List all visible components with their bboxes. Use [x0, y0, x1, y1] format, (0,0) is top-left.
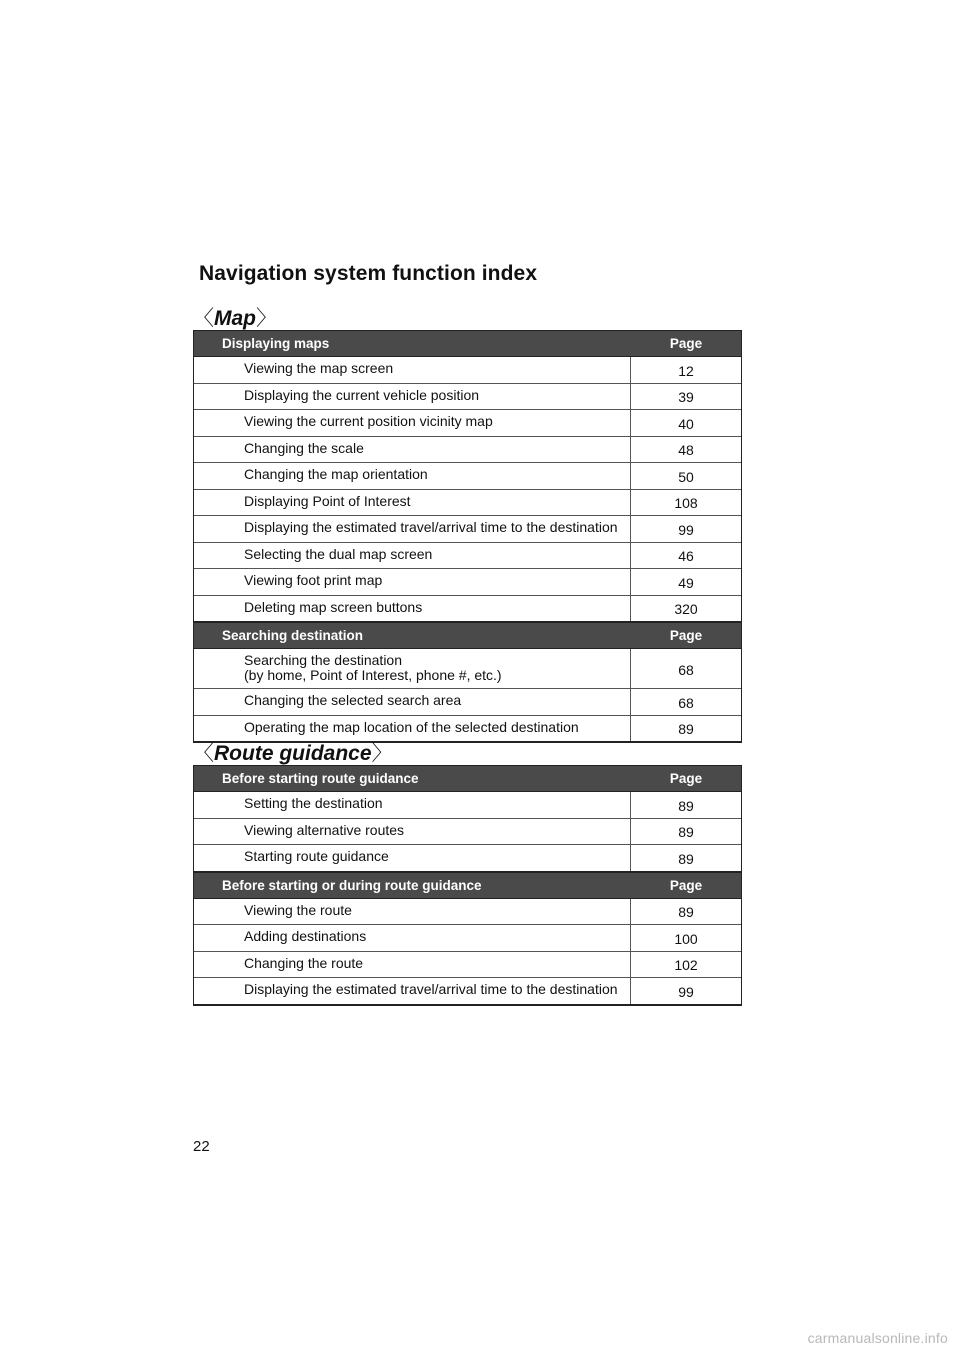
row-label: Displaying the estimated travel/arrival time to the destination — [244, 981, 618, 997]
row-page: 49 — [630, 569, 741, 595]
row-label: Searching the destination (by home, Point of Interest, phone #, etc.) — [244, 652, 502, 683]
section-title-text: Map — [214, 307, 256, 330]
row-label: Adding destinations — [244, 928, 367, 944]
row-page: 89 — [630, 845, 741, 871]
page-column-header: Page — [669, 336, 703, 351]
table-header-displaying-maps — [194, 331, 741, 356]
page-column-header: Page — [669, 628, 703, 643]
row-label: Deleting map screen buttons — [244, 598, 423, 615]
row-label: Viewing foot print map — [244, 572, 383, 588]
row-page: 102 — [630, 952, 741, 978]
row-page: 89 — [630, 899, 741, 925]
table-row — [194, 436, 741, 463]
row-page: 100 — [630, 925, 741, 951]
row-label: Displaying Point of Interest — [244, 492, 411, 509]
section-title-text: Route guidance — [214, 742, 372, 765]
row-page: 46 — [630, 543, 741, 569]
watermark: carmanualsonline.info — [807, 1330, 948, 1346]
section-title-route-guidance: 〈Route guidance〉 — [193, 742, 393, 765]
table-row — [194, 977, 741, 1004]
row-page: 99 — [630, 978, 741, 1004]
row-label: Displaying the current vehicle position — [244, 386, 480, 403]
row-label: Viewing the current position vicinity map — [244, 413, 493, 429]
row-label: Viewing the route — [244, 901, 352, 918]
row-page: 89 — [630, 819, 741, 845]
section-title-map: 〈Map〉 — [193, 307, 277, 330]
row-label: Viewing the map screen — [244, 360, 394, 376]
group-header-label: Displaying maps — [222, 336, 330, 351]
route-guidance-index-table — [193, 765, 742, 1006]
row-label: Changing the route — [244, 954, 364, 971]
page-title: Navigation system function index — [199, 262, 538, 285]
row-label: Setting the destination — [244, 795, 383, 811]
table-row — [194, 898, 741, 925]
row-page: 89 — [630, 792, 741, 818]
table-row — [194, 515, 741, 542]
row-page: 89 — [630, 716, 741, 742]
row-label: Viewing alternative routes — [244, 821, 405, 838]
row-label: Selecting the dual map screen — [244, 545, 433, 562]
table-row — [194, 489, 741, 516]
row-page: 320 — [630, 596, 741, 622]
group-header-label: Before starting route guidance — [222, 771, 419, 786]
table-row — [194, 818, 741, 845]
table-row — [194, 951, 741, 978]
page-number: 22 — [193, 1138, 210, 1155]
group-header-label: Searching destination — [222, 628, 364, 643]
table-row — [194, 383, 741, 410]
row-page: 108 — [630, 490, 741, 516]
row-page: 68 — [630, 689, 741, 715]
row-page: 48 — [630, 437, 741, 463]
table-row — [194, 791, 741, 818]
group-header-label: Before starting or during route guidance — [222, 877, 482, 893]
row-label: Changing the scale — [244, 439, 364, 456]
row-page: 99 — [630, 516, 741, 542]
row-label: Displaying the estimated travel/arrival time to the destination — [244, 519, 618, 535]
table-row — [194, 542, 741, 569]
row-page: 50 — [630, 463, 741, 489]
table-row — [194, 356, 741, 383]
table-row — [194, 462, 741, 489]
table-row — [194, 409, 741, 436]
row-label: Changing the selected search area — [244, 692, 462, 708]
table-row — [194, 688, 741, 715]
table-header-searching-destination — [194, 621, 741, 648]
table-header-before-starting — [194, 766, 741, 791]
table-row — [194, 595, 741, 622]
table-header-before-or-during — [194, 871, 741, 898]
row-page: 39 — [630, 384, 741, 410]
row-page: 40 — [630, 410, 741, 436]
table-row — [194, 568, 741, 595]
table-row — [194, 844, 741, 871]
table-row — [194, 648, 741, 688]
row-label: Operating the map location of the selected destination — [244, 718, 579, 735]
row-label: Changing the map orientation — [244, 466, 428, 482]
row-page: 68 — [630, 649, 741, 688]
map-index-table — [193, 330, 742, 743]
page-column-header: Page — [669, 877, 703, 893]
table-row — [194, 924, 741, 951]
page-column-header: Page — [669, 771, 703, 786]
row-label: Starting route guidance — [244, 848, 389, 864]
row-page: 12 — [630, 357, 741, 383]
